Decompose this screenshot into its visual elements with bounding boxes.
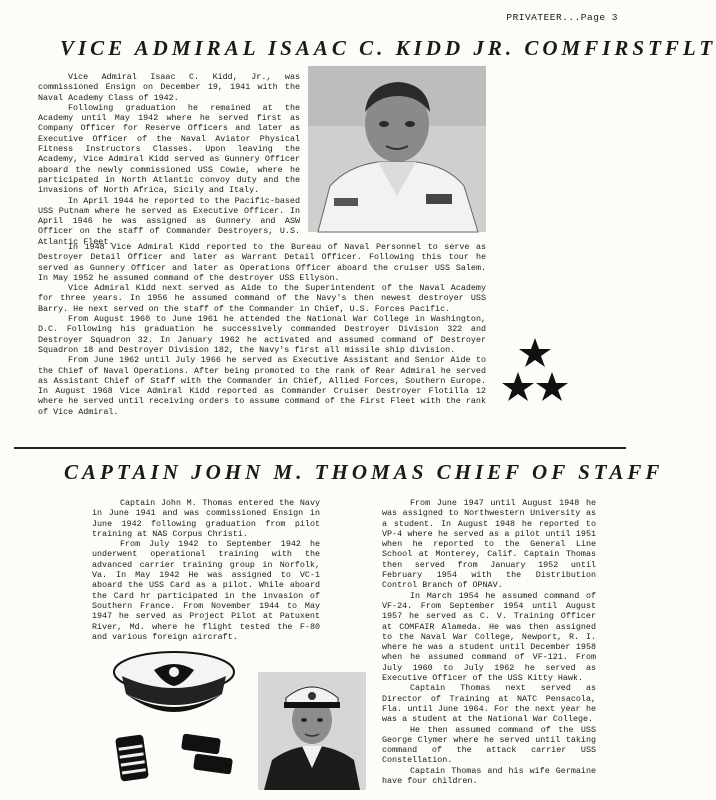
kidd-paragraph-1: Vice Admiral Isaac C. Kidd, Jr., was commissioned Ensign on December 19, 1941 with the Naval Academy Class of 1942. xyxy=(38,72,300,103)
thomas-left-column xyxy=(92,498,320,642)
kidd-paragraph-6: From August 1960 to June 1961 he attended the National War College in Washington, D.C. Following his graduation he successively commanded Destroyer Division 322 and Destroyer Squadron 32. In January 1962 he activated and assumed command of Destroyer Squadron 18 and Destroyer Division 182, the Navy's first all missile ship division. xyxy=(38,314,486,355)
kidd-paragraph-2: Following graduation he remained at the Academy until May 1942 where he served first as Company Officer for Reserve Officers and later as Executive Officer of the Naval Aviator Physical Fitness Instructors Classes. Upon leaving the Academy, Vice Admiral Kidd served as Gunnery Officer aboard the newly commissioned USS Cowie, where he participated in North Atlantic convoy duty and the invasions of North Africa, Sicily and Italy. xyxy=(38,102,300,196)
section-divider xyxy=(14,447,626,449)
thomas-right-paragraph-5: Captain Thomas and his wife Germaine have four children. xyxy=(382,765,596,787)
three-stars-insignia xyxy=(500,336,570,406)
thomas-portrait-photo xyxy=(258,672,366,790)
kidd-intro-paragraphs xyxy=(38,72,300,247)
kidd-paragraph-4: In 1948 Vice Admiral Kidd reported to the Bureau of Naval Personnel to serve as Destroyer Detail Officer and later as Warrant Detail Officer. Following this tour he served as Gunnery Officer and later as Operations Officer aboard the cruiser USS Salem. In May 1952 he assumed command of the destroyer USS Ellyson. xyxy=(38,242,486,283)
thomas-right-paragraph-3: Captain Thomas next served as Director of Training at NATC Pensacola, Fla. until June 1964. For the next year he was a student at the National War College. xyxy=(382,683,596,725)
thomas-right-paragraph-4: He then assumed command of the USS George Clymer where he served until taking command of the attack carrier USS Constellation. xyxy=(382,724,596,766)
kidd-body-paragraphs xyxy=(38,242,486,417)
running-head: PRIVATEER...Page 3 xyxy=(506,12,618,23)
thomas-right-column xyxy=(382,498,596,786)
star-icon xyxy=(536,372,568,401)
officer-cap-and-shoulder-boards-icon xyxy=(104,640,254,790)
thomas-left-paragraph-2: From July 1942 to September 1942 he underwent operational training with the advanced carrier training group in Norfolk, Va. In May 1942 He was assigned to VC-1 aboard the USS Card as a pilot. While aboard the Card hr participated in the invasion of Southern France. From November 1944 to May 1947 he served as Project Pilot at Patuxent River, Md. where he flight tested the F-80 and various foreign aircraft. xyxy=(92,539,320,642)
thomas-right-paragraph-1: From June 1947 until August 1948 he was assigned to Northwestern University as a student. In August 1948 he reported to VP-4 where he served as a pilot until 1951 when he reported to the General Line School at Monterey, Calif. Captain Thomas then served from January 1952 until February 1954 with the Distribution Control Branch of OPNAV. xyxy=(382,498,596,591)
star-icon xyxy=(502,372,534,401)
kidd-portrait-photo xyxy=(308,66,486,232)
star-icon xyxy=(519,338,551,367)
thomas-right-paragraph-2: In March 1954 he assumed command of VF-24. From September 1954 until August 1957 he served as C. V. Training Officer at COMFAIR Alameda. He was then assigned to the Naval War College, Newport, R. I. where he was a student until December 1958 when he assumed command of VF-121. From July 1960 to July 1962 he served as Executive Officer of the USS Kitty Hawk. xyxy=(382,590,596,684)
thomas-left-paragraph-1: Captain John M. Thomas entered the Navy in June 1941 and was commissioned Ensign in June 1942 following graduation from pilot training at NAS Corpus Christi. xyxy=(92,498,320,539)
kidd-paragraph-7: From June 1962 until July 1966 he served as Executive Assistant and Senior Aide to the Chief of Naval Operations. After being promoted to the rank of Rear Admiral he served as Assistant Chief of Staff with the Commander in Chief, Allied Forces, Southern Europe. In August 1968 Vice Admiral Kidd reported as Commander Cruiser Destroyer Flotilla 12 where he served until receiving orders to assume command of the First Fleet with the rank of Vice Admiral. xyxy=(38,355,486,417)
kidd-paragraph-3: In April 1944 he reported to the Pacific-based USS Putnam where he served as Executive Officer. In April 1946 he was assigned as Gunnery and ASW Officer on the staff of Commander Destroyers, U.S. Atlantic Fleet. xyxy=(38,195,300,247)
thomas-portrait-illustration xyxy=(258,672,366,790)
kidd-title: VICE ADMIRAL ISAAC C. KIDD JR. COMFIRSTFLT xyxy=(60,36,716,60)
thomas-title: CAPTAIN JOHN M. THOMAS CHIEF OF STAFF xyxy=(64,460,664,484)
kidd-paragraph-5: Vice Admiral Kidd next served as Aide to the Superintendent of the Naval Academy for three years. In 1956 he assumed command of the Navy's then newest destroyer USS Barry. He next served on the staff of the Commander in Chief, U.S. Forces Pacific. xyxy=(38,283,486,314)
kidd-portrait-illustration xyxy=(308,66,486,232)
